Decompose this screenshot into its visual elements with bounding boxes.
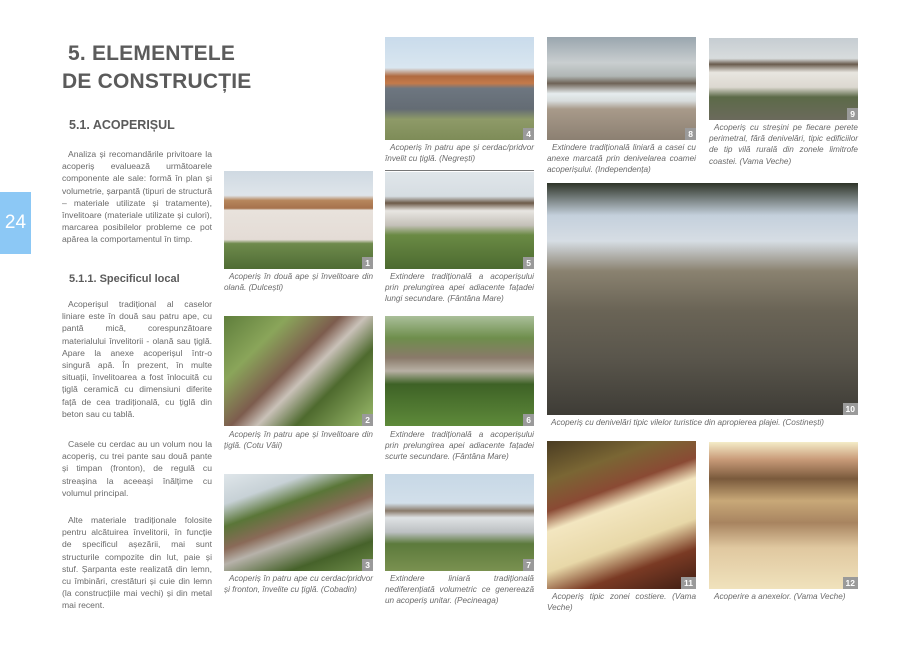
photo-12-number: 12 [843,577,858,589]
photo-6-caption: Extindere tradițională a acoperișului prin prelungirea apei adiacente fațadei scurte secundare. (Fântâna Mare) [385,430,534,462]
photo-1-number: 1 [362,257,373,269]
photo-3 [224,474,373,571]
intro-paragraph: Analiza și recomandările privitoare la acoperiș evaluează următoarele componente ale sale: formă în plan și volumetrie, șarpantă (tipuri de structură – materiale utilizate și tratamente), învelitoare (materiale utilizate și culori), marcarea posibilelor probleme ce pot apărea la comportamentul în timp. [62,149,212,245]
photo-10-caption: Acoperiș cu denivelări tipic vilelor turistice din apropierea plajei. (Costinești) [551,418,825,427]
photo-8-caption: Extindere tradițională liniară a casei cu anexe marcată prin denivelarea coamei acoperișului. (Independența) [547,143,696,175]
photo-11-number: 11 [681,577,696,589]
photo-7 [385,474,534,571]
photo-11-caption: Acoperiș tipic zonei costiere. (Vama Veche) [547,592,696,613]
photo-7-number: 7 [523,559,534,571]
divider [385,170,534,171]
photo-5 [385,172,534,269]
photo-8-number: 8 [685,128,696,140]
photo-5-caption: Extindere tradițională a acoperișului prin prelungirea apei adiacente fațadei lungi secundare. (Fântâna Mare) [385,272,534,304]
section-heading: 5.1. ACOPERIȘUL [69,118,175,132]
photo-4 [385,37,534,140]
photo-10-number: 10 [843,403,858,415]
photo-6-number: 6 [523,414,534,426]
page-number: 24 [4,212,27,233]
photo-3-caption: Acoperiș în patru ape cu cerdac/pridvor și fronton, învelite cu țiglă. (Cobadin) [224,574,373,595]
photo-8 [547,37,696,140]
photo-2-caption: Acoperiș în patru ape și învelitoare din țiglă. (Cotu Văii) [224,430,373,451]
photo-10 [547,183,858,415]
chapter-title-line1: 5. ELEMENTELE [68,42,236,65]
subsection-heading: 5.1.1. Specificul local [69,273,180,285]
body-paragraph-3: Alte materiale tradiționale folosite pentru alcătuirea învelitorii, în funcție de specificul așezării, mai sunt structurile compozite din lut, paie și stuf. Șarpanta este realizată din lemn, cu îmbinări, crestături și cuie din lemn (la construcțiile mai vechi) și din metal mai recent. [62,515,212,611]
photo-4-number: 4 [523,128,534,140]
photo-6 [385,316,534,426]
body-paragraph-2: Casele cu cerdac au un volum nou la acoperiș, cu trei pante sau două pante și timpan (fronton), de regulă cu streașina la aceeași înălțime cu volumul principal. [62,439,212,498]
photo-4-caption: Acoperiș în patru ape și cerdac/pridvor învelit cu țiglă. (Negrești) [385,143,534,164]
photo-7-caption: Extindere liniară tradițională nediferențiată volumetric ce generează un acoperiș unitar. (Pecineaga) [385,574,534,606]
chapter-title-line2: DE CONSTRUCȚIE [62,70,252,93]
photo-3-number: 3 [362,559,373,571]
photo-9 [709,38,858,120]
photo-11 [547,441,696,589]
page-number-tab [0,192,31,254]
photo-12 [709,442,858,589]
body-paragraph-1: Acoperișul tradițional al caselor liniare este în două sau patru ape, cu pantă mică, corespunzătoare materialului învelitorii - olană sau țiglă. Apare la anexe acoperișul într-o singură apă. În prezent, în multe situații, învelitoarea a fost înlocuită cu țiglă ceramică cu dimensiuni diferite față de cea tradițională, cu țiglă din beton sau cu tablă. [62,299,212,419]
photo-5-number: 5 [523,257,534,269]
photo-9-number: 9 [847,108,858,120]
chapter-title [62,40,251,96]
photo-9-caption: Acoperiș cu streșini pe fiecare perete perimetral, fără denivelări, tipic edificiilor de tip vilă rurală din zonele limitrofe coastei. (Vama Veche) [709,123,858,166]
photo-12-caption: Acoperire a anexelor. (Vama Veche) [714,592,846,601]
photo-1 [224,171,373,269]
photo-2-number: 2 [362,414,373,426]
photo-2 [224,316,373,426]
photo-1-caption: Acoperiș în două ape și învelitoare din olană. (Dulcești) [224,272,373,293]
